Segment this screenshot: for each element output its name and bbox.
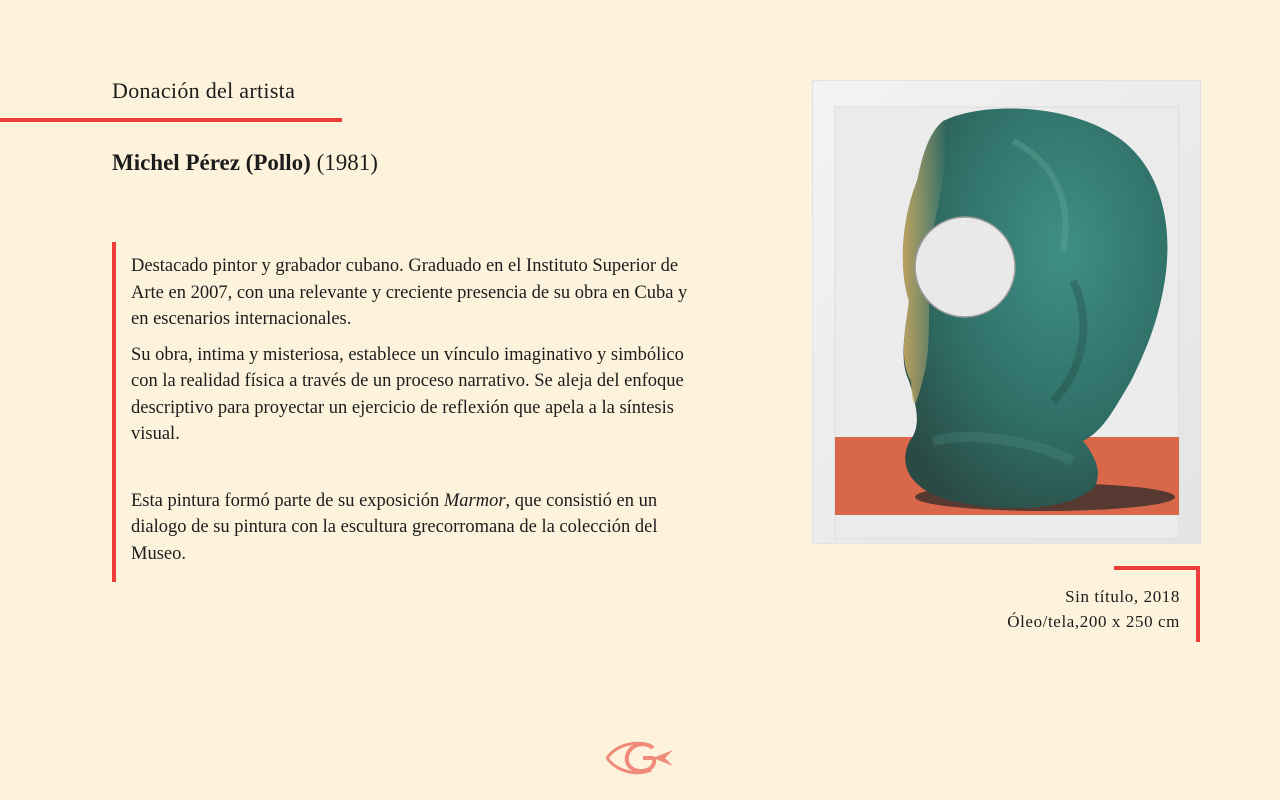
section-label: Donación del artista [112, 78, 296, 103]
exhibition-text-after: , que consistió en un dialogo de su pintura con la escultura grecorromana de la colección del Museo. [131, 490, 658, 564]
artwork-title: Sin título, 2018 [1065, 587, 1180, 606]
description-paragraph-2: Su obra, intima y misteriosa, establece un vínculo imaginativo y simbólico con la realidad física a través de un proceso narrativo. Se aleja del enfoque descriptivo para proyectar un ejercicio de reflexión que apela a la síntesis visual. [131, 344, 684, 444]
museum-logo-icon [603, 736, 677, 780]
artist-name: Michel Pérez (Pollo) [112, 150, 311, 175]
description-paragraph-3 [131, 488, 688, 568]
caption-bracket [1114, 566, 1200, 642]
artist-heading [112, 150, 378, 176]
artwork-image [812, 80, 1201, 544]
exhibition-name: Marmor [443, 490, 506, 511]
exhibition-text-before: Esta pintura formó parte de su exposición [131, 490, 444, 511]
description-paragraph-1: Destacado pintor y grabador cubano. Graduado en el Instituto Superior de Arte en 2007, con una relevante y creciente presencia de su obra en Cuba y en escenarios internacionales. [131, 256, 688, 329]
artwork-medium: Óleo/tela,200 x 250 cm [1007, 612, 1180, 631]
artist-years: (1981) [316, 150, 378, 175]
artist-description [112, 242, 688, 582]
section-label-rule [0, 118, 342, 122]
